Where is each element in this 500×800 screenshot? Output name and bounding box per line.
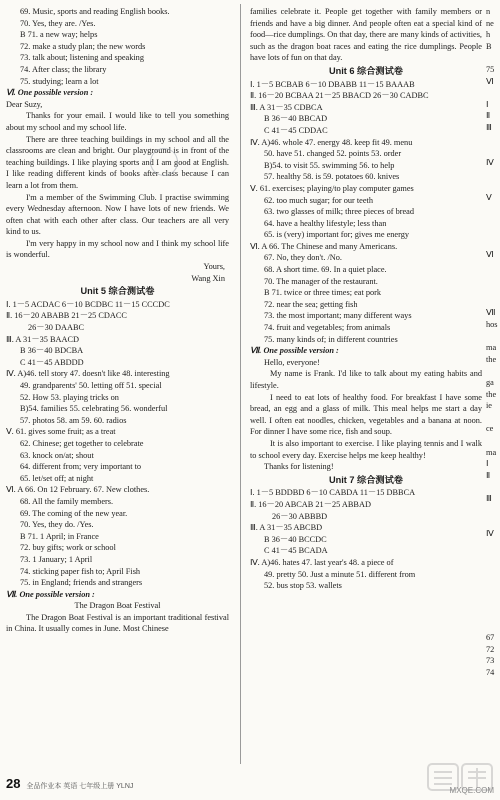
cropped-text-fragment xyxy=(486,134,500,146)
cropped-text-fragment xyxy=(486,203,500,215)
text-line: Hello, everyone! xyxy=(264,357,320,367)
cropped-text-fragment: ne xyxy=(486,18,494,28)
text-line: 64. have a healthy lifestyle; less than xyxy=(264,218,387,228)
text-line: 57. photos 58. am 59. 60. radios xyxy=(20,415,127,425)
left-column xyxy=(6,6,229,635)
text-line: 74. fruit and vegetables; from animals xyxy=(264,323,391,333)
text-line: Thanks for listening! xyxy=(264,462,334,472)
text-line: 75. in England; friends and strangers xyxy=(20,578,143,588)
cropped-text-fragment: Ⅵ xyxy=(486,250,494,260)
text-line: Ⅵ. A 66. On 12 February. 67. New clothes. xyxy=(6,485,150,495)
cropped-text-fragment: 75 xyxy=(486,64,495,74)
middle-column xyxy=(250,6,482,592)
cropped-text-fragment: n xyxy=(486,7,491,16)
cropped-text-fragment: Ⅳ xyxy=(486,528,494,538)
text-line: Dear Suzy, xyxy=(6,99,43,109)
cropped-text-fragment xyxy=(486,435,500,447)
text-line: 74. After class; the library xyxy=(20,64,107,74)
cropped-text-fragment: 72 xyxy=(486,644,495,654)
text-line: 72. make a study plan; the new words xyxy=(20,41,146,51)
footer-text: 全品作业本 英语 七年级上册 YLNJ xyxy=(26,783,134,790)
text-line: 63. knock on/at; shout xyxy=(20,450,94,460)
text-line: 70. The manager of the restaurant. xyxy=(264,276,378,286)
text-line: Ⅲ. A 31－35 CDBCA xyxy=(250,102,323,112)
text-line: 65. let/set off; at night xyxy=(20,473,94,483)
text-line: B 36－40 BDCBA xyxy=(20,346,84,356)
text-line: I need to eat lots of healthy food. For breakfast I have some bread, an egg and a glass of milk. This meal helps me start a day well. I often eat noodles, chicken, vegetables and a banana at noon. For dinner I have some rice, fish and soup. xyxy=(250,392,482,437)
cropped-text-fragment xyxy=(486,52,500,64)
cropped-text-fragment: Ⅰ xyxy=(486,459,489,469)
text-line: Ⅱ. 16－20 ABABB 21－25 CDACC xyxy=(6,311,127,321)
text-line: B 36－40 BBCAD xyxy=(264,114,328,124)
text-line: C 41－45 ABDDD xyxy=(20,357,84,367)
text-line: Ⅶ. One possible version : xyxy=(6,589,95,599)
text-line: Ⅱ. 16－20 BCBAA 21－25 BBACD 26－30 CADBC xyxy=(250,91,429,101)
cropped-text-fragment xyxy=(486,273,500,285)
text-line: There are three teaching buildings in my school and all the classrooms are clean and bright. Our playground is in front of the teaching buildings. I like playing sports and I am good at English. I like reading different kinds of books after class because I can learn a lot from them. xyxy=(6,134,229,190)
cropped-text-fragment: Ⅰ xyxy=(486,99,489,109)
cropped-text-fragment: hos xyxy=(486,320,498,330)
cropped-text-fragment xyxy=(486,180,500,192)
text-line: B 36－40 BCCDC xyxy=(264,534,327,544)
text-line: 64. different from; very important to xyxy=(20,462,142,472)
text-line: 73. talk about; listening and speaking xyxy=(20,53,144,63)
text-line: 70. Yes, they do. /Yes. xyxy=(20,520,94,530)
cropped-text-fragment xyxy=(486,226,500,238)
text-line: 73. 1 January; 1 April xyxy=(20,554,93,564)
cropped-text-fragment: Ⅴ xyxy=(486,192,492,202)
text-line: 26－30 DAABC xyxy=(28,323,85,333)
cropped-text-fragment: ie xyxy=(486,401,492,411)
text-line: 75. studying; learn a lot xyxy=(20,76,99,86)
cropped-text-fragment xyxy=(486,574,500,586)
cropped-text-fragment xyxy=(486,620,500,632)
text-line: Ⅱ. 16－20 ABCAB 21－25 ABBAD xyxy=(250,499,371,509)
text-line: 67. No, they don't. /No. xyxy=(264,253,343,263)
cropped-text-fragment: the xyxy=(486,389,497,399)
cropped-text-fragment xyxy=(486,551,500,563)
cropped-text-fragment: Ⅱ xyxy=(486,111,491,121)
text-line: It is also important to exercise. I like playing tennis and I walk to school every day. Exercise helps me keep healthy! xyxy=(250,438,482,460)
text-line: 69. The coming of the new year. xyxy=(20,508,128,518)
text-line: 68. A short time. 69. In a quiet place. xyxy=(264,265,387,275)
text-line: Ⅴ. 61. gives some fruit; as a treat xyxy=(6,427,116,437)
section-heading: Unit 5 综合测试卷 xyxy=(80,286,155,297)
cropped-text-fragment xyxy=(486,597,500,609)
text-line: Ⅰ. 1－5 BDDBD 6－10 CABDA 11－15 DBBCA xyxy=(250,488,416,498)
cropped-text-fragment: 67 xyxy=(486,633,495,643)
text-line: 74. sticking paper fish to; April Fish xyxy=(20,566,141,576)
text-line: 70. Yes, they are. /Yes. xyxy=(20,18,96,28)
text-line: 63. two glasses of milk; three pieces of bread xyxy=(264,207,414,217)
cropped-text-fragment xyxy=(486,539,500,551)
text-line: The Dragon Boat Festival is an important traditional festival in China. It usually comes in June. Most Chinese xyxy=(6,612,229,634)
cropped-text-fragment xyxy=(486,284,500,296)
cropped-text-fragment xyxy=(486,215,500,227)
text-line: I'm very happy in my school now and I think my school life is wonderful. xyxy=(6,238,229,260)
cropped-text-fragment: h xyxy=(486,30,491,40)
cropped-text-fragment: ce xyxy=(486,424,494,434)
cropped-text-fragment xyxy=(486,365,500,377)
text-line: I'm a member of the Swimming Club. I practise swimming every Wednesday afternoon. Now I have lots of new friends. We often chat with each other after class. Our teachers are all very kind to us. xyxy=(6,192,229,237)
section-heading: Unit 6 综合测试卷 xyxy=(328,65,403,76)
cropped-text-fragment: ma xyxy=(486,447,497,457)
cropped-text-fragment xyxy=(486,145,500,157)
text-line: B 71. 1 April; in France xyxy=(20,531,99,541)
text-line: B 71. a new way; helps xyxy=(20,30,98,40)
text-line: 52. bus stop 53. wallets xyxy=(264,581,342,591)
text-line: Ⅳ. A)46. hates 47. last year's 48. a piece of xyxy=(250,557,394,567)
text-line: Ⅵ. One possible version : xyxy=(6,88,94,98)
cropped-text-fragment xyxy=(486,505,500,517)
cropped-text-fragment xyxy=(486,261,500,273)
text-line: 26－30 ABBBD xyxy=(272,511,328,521)
text-line: Yours, xyxy=(203,262,225,272)
text-line: C 41－45 CDDAC xyxy=(264,125,328,135)
text-line: My name is Frank. I'd like to talk about my eating habits and lifestyle. xyxy=(250,369,482,390)
cropped-text-fragment: B xyxy=(486,41,492,51)
cropped-text-fragment xyxy=(486,586,500,598)
text-line: 49. pretty 50. Just a minute 51. different from xyxy=(264,569,416,579)
cropped-text-fragment: ga xyxy=(486,378,494,387)
text-line: 50. have 51. changed 52. points 53. order xyxy=(264,149,402,159)
watermark-text: MXQE.COM xyxy=(449,786,494,795)
text-line: Ⅳ. A)46. tell story 47. doesn't like 48. interesting xyxy=(6,369,170,379)
cropped-text-fragment xyxy=(486,168,500,180)
text-line: 73. the most important; many different ways xyxy=(264,311,412,321)
text-line: 49. grandparents' 50. letting off 51. special xyxy=(20,381,162,390)
text-line: B)54. families 55. celebrating 56. wonderful xyxy=(20,404,168,414)
cropped-text-fragment: Ⅱ xyxy=(486,470,491,480)
text-line: 65. is (very) important for; gives me energy xyxy=(264,230,410,240)
text-line: Ⅶ. One possible version : xyxy=(250,346,339,356)
column-divider xyxy=(240,4,241,764)
text-line: 57. healthy 58. is 59. potatoes 60. knives xyxy=(264,172,400,182)
text-line: 72. buy gifts; work or school xyxy=(20,543,116,553)
cropped-text-fragment xyxy=(486,516,500,528)
cropped-text-fragment: Ⅳ xyxy=(486,157,494,167)
text-line: Thanks for your email. I would like to tell you something about my school and my school life. xyxy=(6,111,229,132)
cropped-text-fragment xyxy=(486,238,500,250)
cropped-text-fragment xyxy=(486,331,500,343)
text-line: C 41－45 BCADA xyxy=(264,546,328,556)
right-column-cropped xyxy=(486,6,500,678)
text-line: Wang Xin xyxy=(191,273,225,283)
text-line: Ⅰ. 1－5 BCBAB 6－10 DBABB 11－15 BAAAB xyxy=(250,79,415,89)
cropped-text-fragment: 73 xyxy=(486,656,495,666)
text-line: The Dragon Boat Festival xyxy=(74,601,161,611)
cropped-text-fragment: Ⅲ xyxy=(486,493,492,503)
cropped-text-fragment: the xyxy=(486,354,497,364)
text-line: Ⅵ. A 66. The Chinese and many Americans. xyxy=(250,241,398,251)
cropped-text-fragment xyxy=(486,87,500,99)
cropped-text-fragment: Ⅶ xyxy=(486,308,496,318)
cropped-text-fragment xyxy=(486,412,500,424)
text-line: Ⅲ. A 31－35 BAACD xyxy=(6,334,80,344)
text-line: 62. too much sugar; for our teeth xyxy=(264,195,373,205)
text-line: 62. Chinese; get together to celebrate xyxy=(20,438,144,448)
cropped-text-fragment: Ⅲ xyxy=(486,122,492,132)
cropped-text-fragment xyxy=(486,609,500,621)
section-heading: Unit 7 综合测试卷 xyxy=(328,474,403,485)
page-number: 28 xyxy=(6,776,21,791)
text-line: 68. All the family members. xyxy=(20,496,114,506)
text-line: 72. near the sea; getting fish xyxy=(264,299,358,309)
cropped-text-fragment: Ⅵ xyxy=(486,76,494,86)
text-line: families celebrate it. People get together with family members or friends and have a big dinner. And people often eat a special kind of food—rice dumplings. On that day, there are many kinds of activities, such as the dragon boat races and eating the rice dumplings. People have lots of fun on that day. xyxy=(250,7,482,63)
page-footer xyxy=(6,776,133,791)
cropped-text-fragment xyxy=(486,296,500,308)
text-line: 75. many kinds of; in different countries xyxy=(264,334,398,344)
text-line: Ⅲ. A 31－35 ABCBD xyxy=(250,523,323,533)
cropped-text-fragment xyxy=(486,563,500,575)
cropped-text-fragment: 74 xyxy=(486,667,495,677)
text-line: Ⅳ. A)46. whole 47. energy 48. keep fit 49. menu xyxy=(250,137,413,147)
text-line: Ⅴ. 61. exercises; playing/to play computer games xyxy=(250,183,414,193)
cropped-text-fragment: ma xyxy=(486,343,497,353)
text-line: B)54. to visit 55. swimming 56. to help xyxy=(264,160,395,170)
text-line: 52. How 53. playing tricks on xyxy=(20,392,119,402)
text-line: 69. Music, sports and reading English books. xyxy=(20,7,170,16)
text-line: Ⅰ. 1－5 ACDAC 6－10 BCDBC 11－15 CCCDC xyxy=(6,299,170,309)
text-line: B 71. twice or three times; eat pork xyxy=(264,288,382,298)
cropped-text-fragment xyxy=(486,481,500,493)
